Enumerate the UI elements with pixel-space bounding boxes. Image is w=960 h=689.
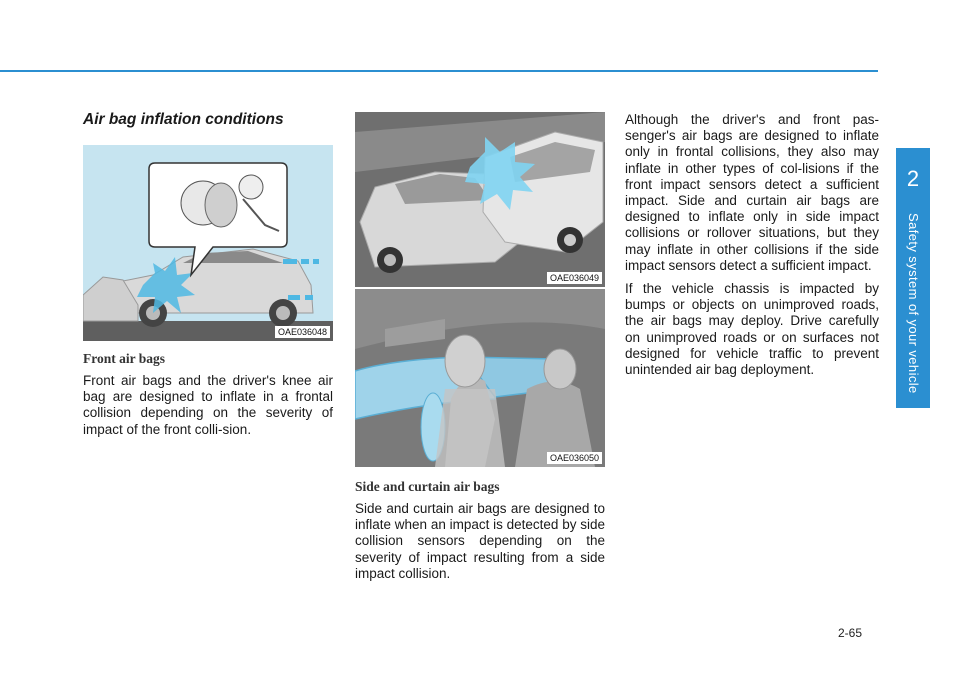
front-airbags-text: Front air bags and the driver's knee air bag are designed to inflate in a frontal collision depending on the severity of impact of the front colli-sion.: [83, 373, 333, 437]
side-collision-illustration: [355, 112, 605, 287]
header-rule: [0, 70, 878, 72]
subheading-side-curtain-airbags: Side and curtain air bags: [355, 479, 500, 494]
chapter-tab[interactable]: [896, 148, 930, 408]
figure-code: OAE036048: [275, 326, 330, 338]
curtain-airbag-illustration: [355, 289, 605, 467]
front-airbag-illustration: [83, 145, 333, 341]
figure-code: OAE036049: [547, 272, 602, 284]
middle-column: [355, 112, 605, 582]
curtain-airbag-image: [355, 289, 605, 467]
side-curtain-airbags-text: Side and curtain air bags are designed to inflate when an impact is detected by side collision sensors depending on the severity of impact resulting from a side impact collision.: [355, 501, 605, 581]
figure-code: OAE036050: [547, 452, 602, 464]
chapter-title: Safety system of your vehicle: [906, 212, 921, 394]
front-collision-image: [83, 145, 333, 341]
side-collision-image: [355, 112, 605, 287]
right-column: [625, 112, 879, 378]
chassis-impact-note: If the vehicle chassis is impacted by bumps or objects on unimproved roads, the air bags may deploy. Drive carefully on unimproved roads or on surfaces not designed for vehicle traffic to prevent unintended air bag deployment.: [625, 281, 879, 378]
page-number: 2-65: [838, 626, 863, 640]
frontal-airbags-note: Although the driver's and front pas-senger's air bags are designed to inflate only in frontal collisions, they also may inflate in other types of col-lisions if the front impact sensors detect a sufficient impact. Side and curtain air bags are designed to inflate only in side impact collisions or rollover situations, but they may inflate in other collisions if the side impact sensors detect a sufficient impact.: [625, 112, 879, 273]
left-column: [83, 108, 333, 438]
subheading-front-airbags: Front air bags: [83, 351, 166, 366]
section-heading: Air bag inflation conditions: [83, 111, 284, 128]
chapter-number: 2: [906, 166, 920, 191]
